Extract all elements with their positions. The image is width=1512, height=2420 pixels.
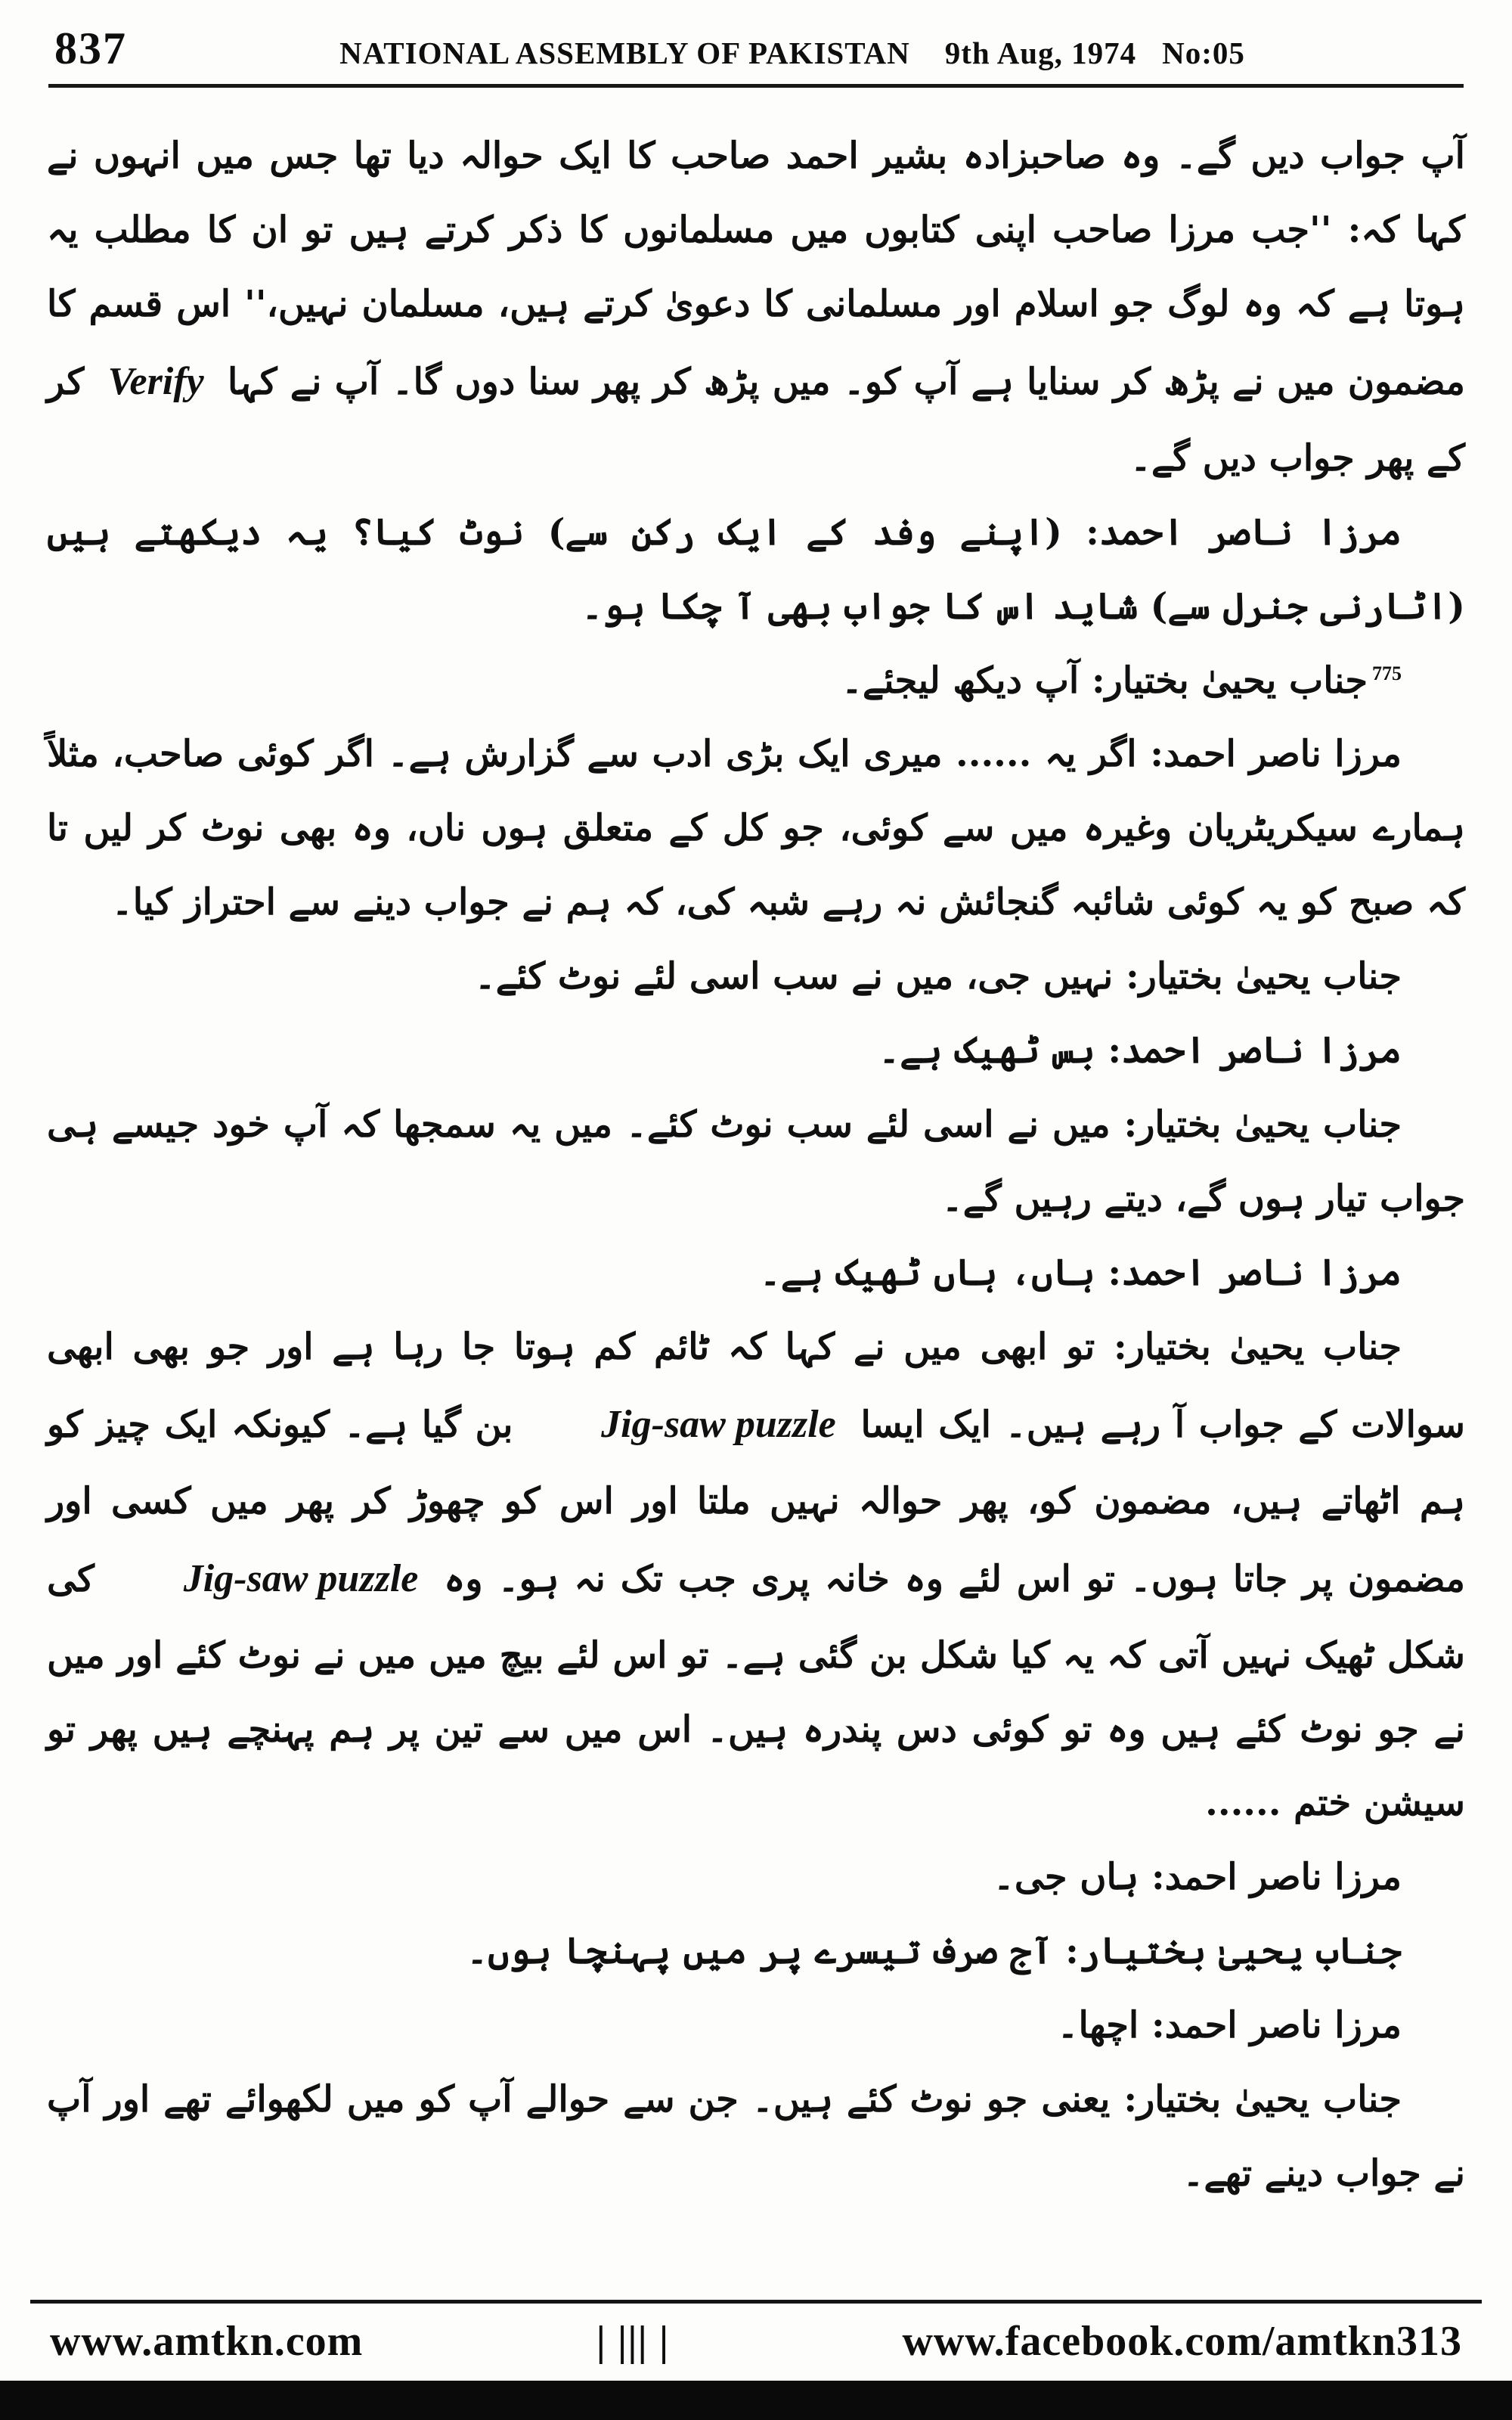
urdu-text: آج صرف تیسرے پر میں پہنچا ہوں۔ — [466, 1930, 1066, 1973]
urdu-text: ہاں جی۔ — [993, 1856, 1151, 1899]
paragraph — [47, 2063, 1465, 2211]
paragraph — [47, 1989, 1465, 2063]
assembly-title: NATIONAL ASSEMBLY OF PAKISTAN — [339, 36, 910, 70]
speaker-name: جناب یحییٰ بختیار: — [1091, 659, 1368, 702]
speaker-name: مرزا ناصر احمد: — [1108, 1029, 1402, 1072]
paragraph — [47, 1088, 1465, 1236]
bottom-black-bar — [0, 2381, 1512, 2420]
paragraph — [47, 940, 1465, 1014]
paragraph — [47, 1236, 1465, 1311]
speaker-name: جناب یحییٰ بختیار: — [1123, 1103, 1402, 1146]
footnote-marker: 775 — [1372, 662, 1402, 684]
urdu-text: بن گیا ہے۔ کیونکہ ایک چیز کو ہم اٹھاتے ہیں، مضمون کو، پھر حوالہ نہیں ملتا اور اس کو چھوڑ کر پھر میں کسی اور مضمون پر جاتا ہوں۔ تو اس لئے وہ خانہ پری جب تک نہ ہو۔ وہ — [47, 1403, 1466, 1600]
speaker-name: جناب یحییٰ بختیار: — [1123, 2078, 1402, 2121]
speaker-name: مرزا ناصر احمد: — [1151, 2004, 1402, 2047]
speaker-name: جناب یحییٰ بختیار: — [1065, 1930, 1402, 1973]
speaker-name: مرزا ناصر احمد: — [1086, 510, 1402, 554]
header-issue-number: No:05 — [1162, 36, 1245, 70]
header-rule — [48, 84, 1464, 88]
urdu-text: میں نے اسی لئے سب نوٹ کئے۔ میں یہ سمجھا کہ آپ خود جیسے ہی جواب تیار ہوں گے، دیتے رہیں گے۔ — [47, 1103, 1465, 1220]
footer-facebook: www.facebook.com/amtkn313 — [902, 2318, 1462, 2365]
urdu-text: آپ جواب دیں گے۔ وہ صاحبزادہ بشیر احمد صاحب کا ایک حوالہ دیا تھا جس میں انہوں نے کہا کہ: ''جب مرزا صاحب اپنی کتابوں میں مسلمانوں کا ذکر کرتے ہیں تو ان کا مطلب یہ ہوتا ہے کہ وہ لوگ جو اسلام اور مسلمانی کا دعویٰ کرتے ہیں، مسلمان نہیں،'' اس قسم کا مضمون میں نے پڑھ کر سنایا ہے آپ کو۔ میں پڑھ کر پھر سنا دوں گا۔ آپ نے کہا — [47, 135, 1466, 403]
urdu-text: بس ٹھیک ہے۔ — [878, 1029, 1108, 1072]
paragraph — [47, 1014, 1465, 1088]
latin-term: Jig-saw puzzle — [601, 1402, 836, 1446]
urdu-text: یعنی جو نوٹ کئے ہیں۔ جن سے حوالے آپ کو میں لکھوائے تھے اور آپ نے جواب دینے تھے۔ — [47, 2078, 1465, 2195]
urdu-text: کر کے پھر جواب دیں گے۔ — [47, 360, 1465, 479]
paragraph — [47, 119, 1465, 496]
paragraph — [47, 1915, 1465, 1989]
page-footer — [0, 2300, 1512, 2420]
paragraph — [47, 644, 1465, 718]
speaker-name: جناب یحییٰ بختیار: — [1113, 1325, 1402, 1368]
urdu-text: آپ دیکھ لیجئے۔ — [841, 659, 1092, 702]
page-number: 837 — [54, 23, 127, 73]
paragraph — [47, 1841, 1465, 1915]
latin-term: Jig-saw puzzle — [183, 1556, 419, 1600]
urdu-text: اگر یہ ...... میری ایک بڑی ادب سے گزارش ہے۔ اگر کوئی صاحب، مثلاً ہمارے سیکریٹریان وغیرہ میں سے کوئی، جو کل کے متعلق ہوں ناں، وہ بھی نوٹ کر لیں تا کہ صبح کو یہ کوئی شائبہ گنجائش نہ رہے شبہ کی، کہ ہم نے جواب دینے سے احتراز کیا۔ — [47, 733, 1465, 924]
paragraph — [47, 1311, 1465, 1841]
urdu-text: اچھا۔ — [1057, 2004, 1151, 2047]
urdu-text: ہاں، ہاں ٹھیک ہے۔ — [759, 1251, 1108, 1294]
speaker-name: مرزا ناصر احمد: — [1150, 733, 1402, 776]
paragraph — [47, 718, 1465, 940]
header-title-group — [127, 35, 1458, 71]
latin-term: Verify — [107, 359, 204, 403]
urdu-text: (اپنے وفد کے ایک رکن سے) نوٹ کیا؟ یہ دیکھتے ہیں (اٹارنی جنرل سے) شاید اس کا جواب بھی آ چکا ہو۔ — [47, 510, 1465, 628]
footer-divider: | ||| | — [596, 2318, 670, 2365]
urdu-text: نہیں جی، میں نے سب اسی لئے نوٹ کئے۔ — [474, 955, 1126, 998]
footer-website: www.amtkn.com — [50, 2318, 364, 2365]
speaker-name: جناب یحییٰ بختیار: — [1125, 955, 1402, 998]
paragraph — [47, 496, 1465, 644]
header-date: 9th Aug, 1974 — [944, 36, 1137, 70]
page-header — [0, 0, 1512, 79]
footer-links-row — [0, 2304, 1512, 2381]
speaker-name: مرزا ناصر احمد: — [1151, 1856, 1402, 1899]
urdu-text: کی شکل ٹھیک نہیں آتی کہ یہ کیا شکل بن گئی ہے۔ تو اس لئے بیچ میں میں نے نوٹ کئے اور میں نے جو نوٹ کئے ہیں وہ تو کوئی دس پندرہ ہیں۔ اس میں سے تین پر ہم پہنچے ہیں پھر تو سیشن ختم ...... — [47, 1557, 1465, 1825]
document-body — [47, 119, 1465, 2211]
urdu-text: تو ابھی میں نے کہا کہ ٹائم کم ہوتا جا رہا ہے اور جو بھی ابھی سوالات کے جواب آ رہے ہیں۔ ایک ایسا — [47, 1325, 1466, 1446]
speaker-name: مرزا ناصر احمد: — [1108, 1251, 1402, 1294]
